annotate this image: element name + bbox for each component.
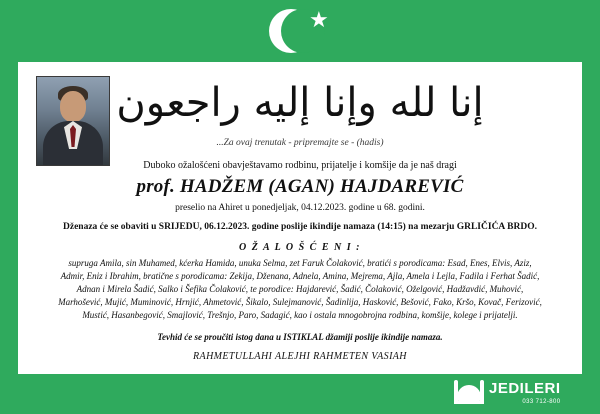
- calligraphy-text: إنا لله وإنا إليه راجعون: [116, 80, 484, 126]
- portrait-head: [60, 91, 86, 122]
- obituary-card: [18, 62, 582, 374]
- header-emblem: [0, 6, 600, 58]
- announcement-intro: Duboko ožalošćeni obavještavamo rodbinu, prijatelje i komšije da je naš dragi: [143, 160, 457, 171]
- dome-icon: [457, 385, 481, 401]
- logo-company-name: JEDILERI: [489, 380, 561, 397]
- tevhid-note: Tevhid će se proučiti istog dana u ISTIKLAL džamiji poslije ikindije namaza.: [157, 332, 443, 343]
- deceased-name: prof. HADŽEM (AGAN) HAJDAREVIĆ: [136, 176, 464, 197]
- logo-text-block: [489, 381, 561, 405]
- passing-details: preselio na Ahiret u ponedjeljak, 04.12.2023. godine u 68. godini.: [175, 203, 425, 213]
- crescent-star-emblem: [269, 9, 331, 55]
- mosque-logo-icon: [454, 380, 484, 406]
- portrait-photo: [36, 76, 110, 166]
- hadith-quote: ...Za ovaj trenutak - pripremajte se - (hadis): [216, 138, 384, 148]
- company-logo: [454, 378, 572, 408]
- funeral-details: Dženaza će se obaviti u SRIJEDU, 06.12.2023. godine poslije ikindije namaza (14:15) na mezarju GRLIČIĆA BRDO.: [63, 222, 537, 232]
- logo-base: [454, 401, 484, 404]
- closing-prayer: RAHMETULLAHI ALEJHI RAHMETEN VASIAH: [193, 351, 407, 363]
- footer: [0, 374, 600, 414]
- logo-phone-number: 033 712-800: [522, 399, 561, 405]
- mourners-list: supruga Amila, sin Muhamed, kćerka Hamida, unuka Selma, zet Faruk Čolaković, bratići s porodicama: Esad, Enes, Elvis, Aziz, Admir, Eniz i Ibrahim, bratične s porodicama: Zekija, Dženana, Adnela, Amina, Mejrema, Ajla, Amela i Lejla, Fadila i Ferhat Šadić, Adnan i Mirela Šadić, Salko i Šefika Čolaković, te porodice: Hajdarević, Šadić, Čolaković, Oželgović, Hadžavdić, Muhović, Marhošević, Mujić, Muminović, Hrnjić, Ahmetović, Šikalo, Sulejmanović, Šadinlija, Hasković, Bešović, Fako, Kršo, Kovač, Ferizović, Mustić, Hasanbegović, Smajlović, Trešnjo, Paro, Sadagić, kao i ostala mnogobrojna rodbina, komšije, kolege i prijatelji.: [58, 258, 542, 321]
- mourners-heading: O Ž A L O Š Ć E N I :: [239, 242, 361, 253]
